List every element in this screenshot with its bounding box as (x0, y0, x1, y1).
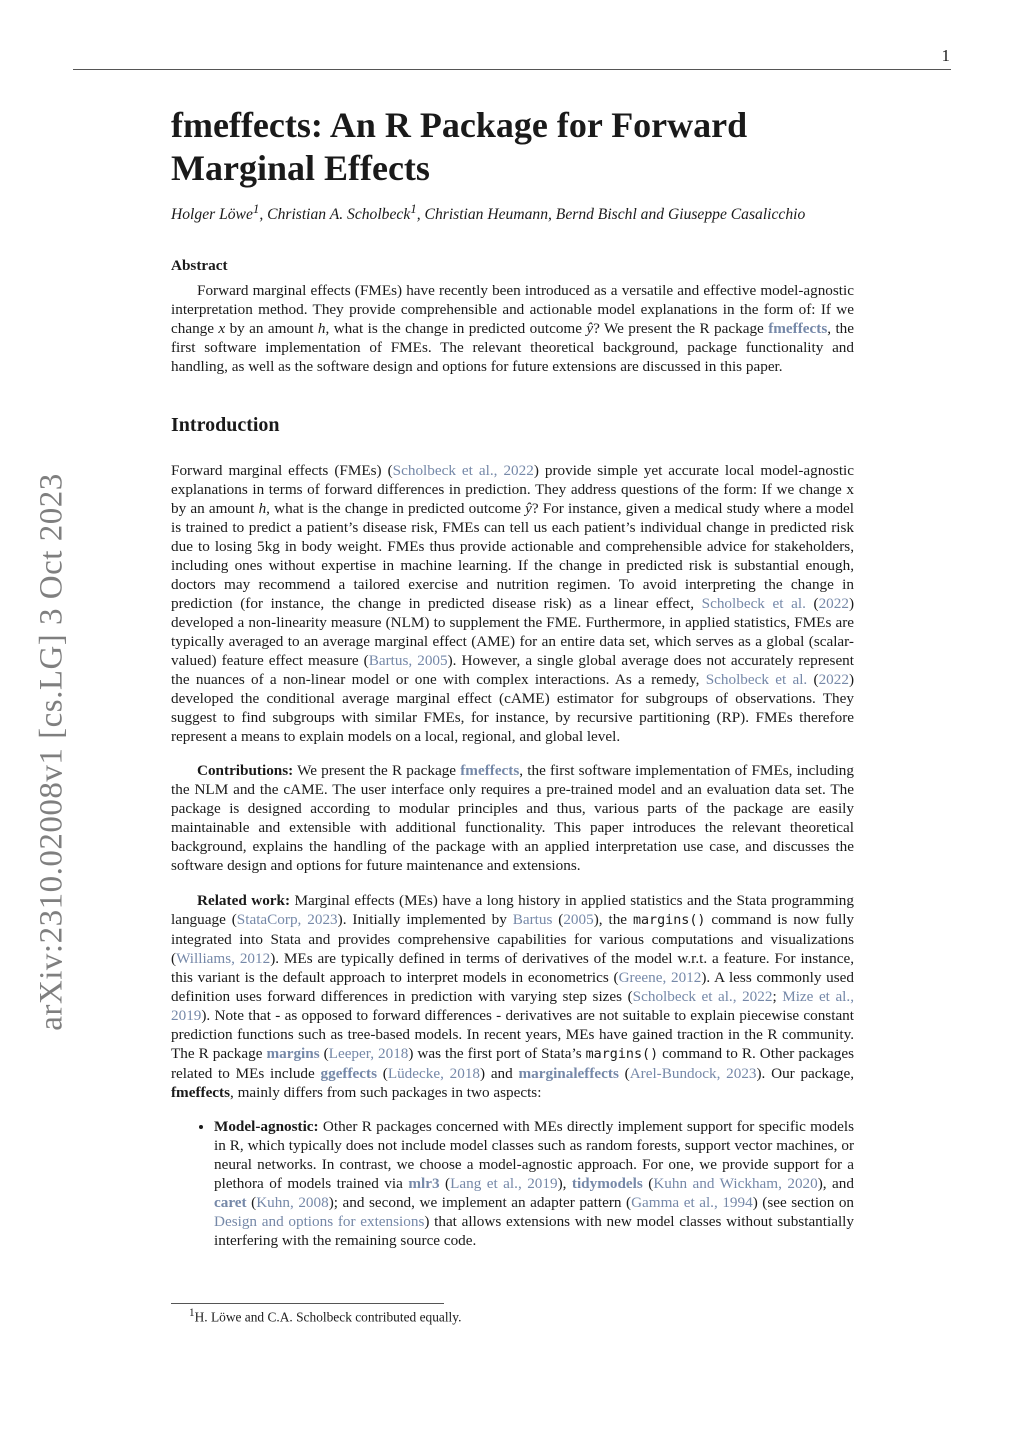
citation-link[interactable]: Lüdecke, 2018 (387, 1064, 481, 1082)
citation-link[interactable]: Arel-Bundock, 2023 (629, 1064, 757, 1082)
author-name: Holger Löwe (171, 206, 253, 224)
citation-link[interactable]: Bartus (512, 910, 553, 928)
abstract-heading: Abstract (171, 257, 228, 275)
inline-code: margins() (585, 1046, 659, 1062)
citation-link[interactable]: Scholbeck et al. (705, 671, 808, 689)
abstract-body: Forward marginal effects (FMEs) have recently been introduced as a versatile and effective model-agnostic interpretation method. They provide comprehensible and actionable model explanations in the form of: If we change x by an amount h, what is the change in predicted outcome ŷ? We present the R package fmeffects, the first software implementation of FMEs. The relevant theoretical background, package functionality and handling, as well as the software design and options for future extensions are discussed in this paper. (171, 282, 854, 376)
author-mark: 1 (252, 201, 260, 216)
footnote (189, 1307, 461, 1325)
citation-link[interactable]: Scholbeck et al., 2022 (632, 987, 773, 1005)
aspect-list (171, 1117, 854, 1250)
paper-content (171, 104, 854, 1250)
package-link[interactable]: fmeffects (460, 762, 520, 780)
citation-link[interactable]: Bartus, 2005 (368, 652, 448, 670)
intro-paragraph: Forward marginal effects (FMEs) (Scholbeck et al., 2022) provide simple yet accurate local model-agnostic explanations in terms of forward differences in prediction. They address questions of the form: If we change x by an amount h, what is the change in predicted outcome ŷ? For instance, given a medical study where a model is trained to predict a patient’s disease risk, FMEs can tell us each patient’s individual change in predicted risk due to losing 5kg in body weight. FMEs thus provide actionable and comprehensible advice for stakeholders, including ones without expertise in machine learning. If the change in predicted risk is substantial enough, doctors may recommend a tailored exercise and nutrition regimen. To avoid interpreting the change in prediction (for instance, the change in predicted disease risk) as a linear effect, Scholbeck et al. (2022) developed a non-linearity measure (NLM) to supplement the FME. Furthermore, in applied statistics, FMEs are typically averaged to an average marginal effect (AME) for an entire data set, which serves as a global (scalar-valued) feature effect measure (Bartus, 2005). However, a single global average does not accurately represent the nuances of a non-linear model or one with complex interactions. As a remedy, Scholbeck et al. (2022) developed the conditional average marginal effect (cAME) estimator for subgroups of observations. They suggest to find subgroups with similar FMEs, for instance, by recursive partitioning (RP). FMEs therefore represent a means to explain models on a local, regional, and global level. (171, 462, 855, 746)
citation-link[interactable]: Scholbeck et al., 2022 (392, 462, 534, 480)
citation-link[interactable]: Kuhn, 2008 (256, 1193, 329, 1211)
citation-link[interactable]: Scholbeck et al. (701, 595, 806, 613)
package-link[interactable]: marginaleffects (518, 1064, 619, 1082)
footnote-mark: 1 (189, 1307, 195, 1319)
arxiv-stamp: arXiv:2310.02008v1 [cs.LG] 3 Oct 2023 (33, 473, 70, 1031)
citation-link[interactable]: 2022 (818, 671, 849, 689)
citation-link[interactable]: 2022 (818, 595, 849, 613)
citation-link[interactable]: Leeper, 2018 (328, 1044, 409, 1062)
citation-link[interactable]: 2005 (563, 910, 594, 928)
citation-link[interactable]: Lang et al., 2019 (450, 1174, 558, 1192)
contributions-paragraph: Contributions: We present the R package fmeffects, the first software implementation of FMEs, including the NLM and the cAME. The user interface only requires a pre-trained model and an evaluation data set. The package is designed according to modular principles and thus, various parts of the package are easily maintainable and extensible with additional functionality. This paper introduces the relevant theoretical background, explains the handling of the package with an applied interpretation use case, and discusses the software design and options for future maintenance and extensions. (171, 762, 854, 875)
section-link[interactable]: Design and options for extensions (214, 1212, 425, 1230)
author-list (171, 199, 854, 225)
section-heading-introduction: Introduction (171, 414, 280, 437)
related-work-paragraph: Related work: Marginal effects (MEs) have a long history in applied statistics and the Stata programming language (StataCorp, 2023). Initially implemented by Bartus (2005), the margins() command is now fully integrated into Stata and provides comprehensive capabilities for various computations and visualizations (Williams, 2012). MEs are typically defined in terms of derivatives of the model w.r.t. a feature. For instance, this variant is the default approach to interpret models in econometrics (Greene, 2012). A less commonly used definition uses forward differences in prediction with varying step sizes (Scholbeck et al., 2022; Mize et al., 2019). Note that - as opposed to forward differences - derivatives are not suitable to explain piecewise constant prediction functions such as tree-based models. In recent years, MEs have gained traction in the R community. The R package margins (Leeper, 2018) was the first port of Stata’s margins() command to R. Other packages related to MEs include ggeffects (Lüdecke, 2018) and marginaleffects (Arel-Bundock, 2023). Our package, fmeffects, mainly differs from such packages in two aspects: (171, 891, 855, 1101)
paragraph-label: Related work: (197, 891, 291, 909)
page-number: 1 (941, 46, 950, 65)
package-link[interactable]: tidymodels (571, 1174, 643, 1192)
citation-link[interactable]: Greene, 2012 (618, 968, 702, 986)
footnote-text: H. Löwe and C.A. Scholbeck contributed equally. (194, 1309, 462, 1325)
package-link[interactable]: fmeffects (768, 320, 828, 338)
citation-link[interactable]: Kuhn and Wickham, 2020 (653, 1174, 818, 1192)
package-link[interactable]: mlr3 (408, 1174, 440, 1192)
author-mark: 1 (410, 201, 417, 216)
package-name: fmeffects (171, 1083, 231, 1101)
paragraph-label: Contributions: (197, 762, 294, 780)
inline-code: margins() (632, 912, 706, 928)
package-link[interactable]: caret (214, 1193, 247, 1211)
bullet-label: Model-agnostic: (214, 1117, 319, 1135)
list-item: • Model-agnostic: Other R packages concerned with MEs directly implement support for specific models in R, which typically does not include model classes such as random forests, support vector machines, or neural networks. In contrast, we choose a model-agnostic approach. For one, we provide support for a plethora of models trained via mlr3 (Lang et al., 2019), tidymodels (Kuhn and Wickham, 2020), and caret (Kuhn, 2008); and second, we implement an adapter pattern (Gamma et al., 1994) (see section on Design and options for extensions) that allows extensions with new model classes without substantially interfering with the remaining source code. (214, 1117, 854, 1250)
citation-link[interactable]: Gamma et al., 1994 (631, 1193, 753, 1211)
header-rule (73, 69, 951, 70)
package-link[interactable]: ggeffects (320, 1064, 377, 1082)
citation-link[interactable]: Williams, 2012 (176, 949, 271, 967)
paper-title: fmeffects: An R Package for Forward Marginal Effects (171, 105, 748, 188)
package-link[interactable]: margins (266, 1044, 320, 1062)
author-name: , Christian Heumann, Bernd Bischl and Giuseppe Casalicchio (416, 206, 806, 224)
footnote-rule (171, 1303, 444, 1304)
citation-link[interactable]: StataCorp, 2023 (236, 910, 338, 928)
author-name: , Christian A. Scholbeck (259, 206, 411, 224)
citation-link[interactable]: Mize et al., 2019 (171, 987, 854, 1024)
